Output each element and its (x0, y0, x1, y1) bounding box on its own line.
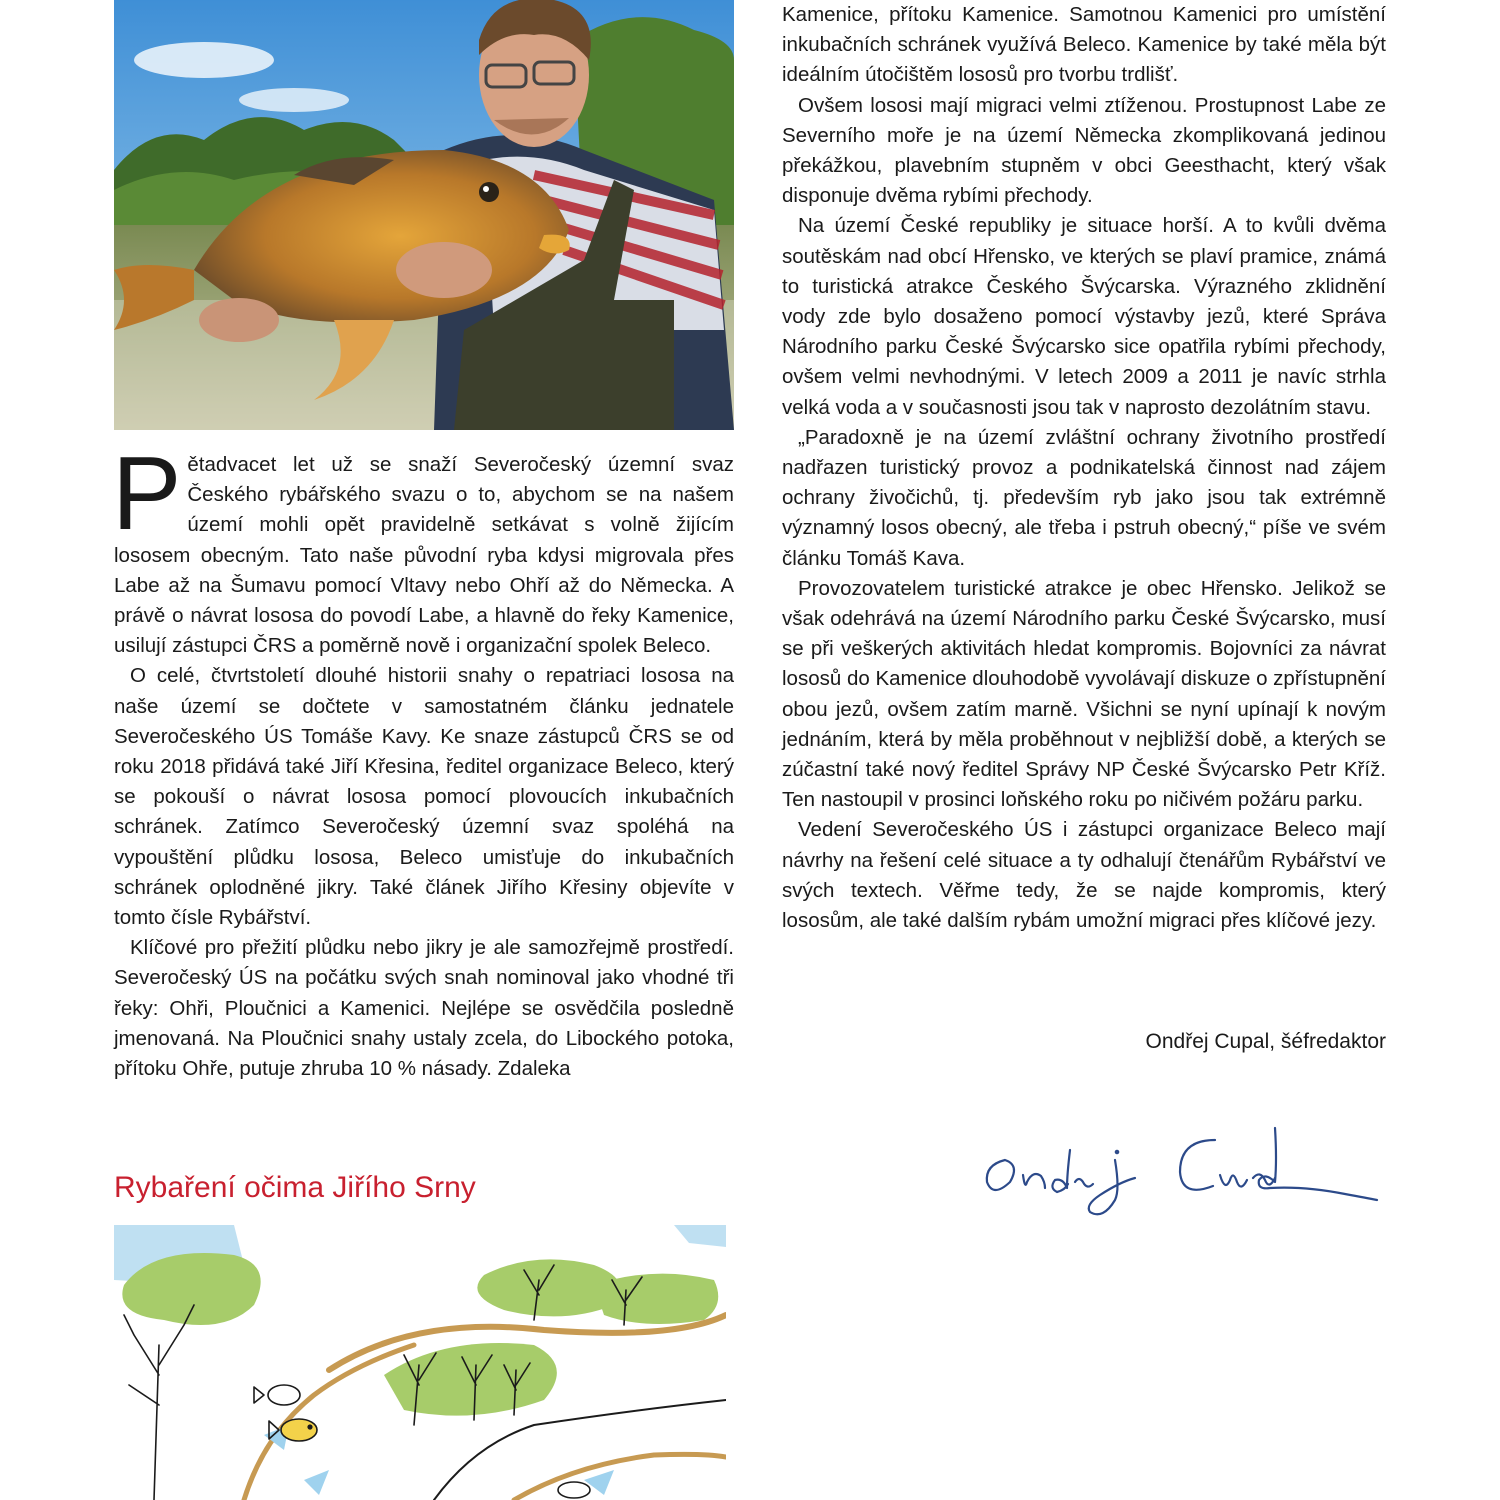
paragraph-text: ětadvacet let už se snaží Severočeský územní svaz Českého rybářského svazu o to, abychom se na našem území mohli opět pravidelně setkávat s volně žijícím lososem obecným. Tato naše původní ryba kdysi migrovala přes Labe až na Šumavu pomocí Vltavy nebo Ohří až do Německa. A právě o návrat lososa do povodí Labe, a hlavně do řeky Kamenice, usilují zástupci ČRS a poměrně nově i organizační spolek Beleco. (114, 453, 734, 658)
article-paragraph: Klíčové pro přežití plůdku nebo jikry je ale samozřejmě prostředí. Severočeský ÚS na počátku svých snah nominoval jako vhodné tři řeky: Ohři, Ploučnici a Kamenici. Nejlépe se osvědčila posledně jmenovaná. Na Ploučnici snahy ustaly zcela, do Libockého potoka, přítoku Ohře, putuje zhruba 10 % násady. Zdaleka (114, 936, 734, 1081)
article-paragraph: Provozovatelem turistické atrakce je obec Hřensko. Jelikož se však odehrává na území Národního parku České Švýcarsko, musí se při veškerých aktivitách hledat kompromis. Bojovníci za návrat lososů do Kamenice dlouhodobě vyvolávají diskuze o zpřístupnění obou jezů, ovšem zatím marně. Všichni se nyní upínají k novým jednáním, která by měla proběhnout v nejbližší době, a kterých se zúčastní také nový ředitel Správy NP České Švýcarsko Petr Kříž. Ten nastoupil v prosinci loňského roku po ničivém požáru parku. (782, 576, 1386, 812)
signature-image (975, 1120, 1385, 1220)
article-paragraph: Vedení Severočeského ÚS i zástupci organizace Beleco mají návrhy na řešení celé situace a ty odhalují čtenářům Rybářství ve svých textech. Věřme tedy, že se najde kompromis, který lososům, ale také dalším rybám umožní migraci přes klíčové jezy. (782, 818, 1386, 933)
author-line: Ondřej Cupal, šéfredaktor (1145, 1030, 1386, 1053)
article-left-column (112, 436, 734, 1084)
article-paragraph: O celé, čtvrtstoletí dlouhé historii snahy o repatriaci lososa na naše území se dočtete v samostatném článku jednatele Severočeského ÚS Tomáše Kavy. Ke snaze zástupců ČRS se od roku 2018 přidává také Jiří Křesina, ředitel organizace Beleco, který se pokouší o návrat lososa pomocí plovoucích inkubačních schránek. Zatímco Severočeský územní svaz spoléhá na vypouštění plůdku lososa, Beleco umisťuje do inkubačních schránek oplodněné jikry. Také článek Jiřího Křesiny objevíte v tomto čísle Rybářství. (114, 664, 734, 930)
article-paragraph: „Paradoxně je na území zvláštní ochrany životního prostředí nadřazen turistický provoz a podnikatelská činnost nad zájem ochrany živočichů, tj. především ryb jako jsou tak extrémně významný losos obecný, ale třeba i pstruh obecný,“ píše ve svém článku Tomáš Kava. (782, 425, 1386, 570)
article-paragraph (112, 436, 734, 661)
cartoon-section-title: Rybaření očima Jiřího Srny (114, 1171, 476, 1204)
article-paragraph: Ovšem lososi mají migraci velmi ztíženou. Prostupnost Labe ze Severního moře je na území Německa zkomplikovaná jedinou překážkou, plavebním stupněm v obci Geesthacht, který však disponuje dvěma rybími přechody. (782, 93, 1386, 208)
article-right-column (782, 0, 1386, 936)
dropcap-letter: P (112, 436, 182, 552)
angler-with-carp-photo (114, 0, 734, 430)
article-paragraph: Kamenice, přítoku Kamenice. Samotnou Kamenici pro umístění inkubačních schránek využívá Beleco. Kamenice by také měla být ideálním útočištěm lososů pro tvorbu trdlišť. (782, 3, 1386, 87)
cartoon-illustration (114, 1225, 726, 1500)
article-paragraph: Na území České republiky je situace horší. A to kvůli dvěma soutěskám nad obcí Hřensko, ve kterých se plaví pramice, známá to turistická atrakce Českého Švýcarska. Výrazného zklidnění vody zde bylo dosaženo pomocí výstavby jezů, které Správa Národního parku České Švýcarsko sice opatřila rybími přechody, ovšem velmi nevhodnými. V letech 2009 a 2011 je navíc strhla velká voda a v současnosti jsou tak v naprosto dezolátním stavu. (782, 214, 1386, 419)
